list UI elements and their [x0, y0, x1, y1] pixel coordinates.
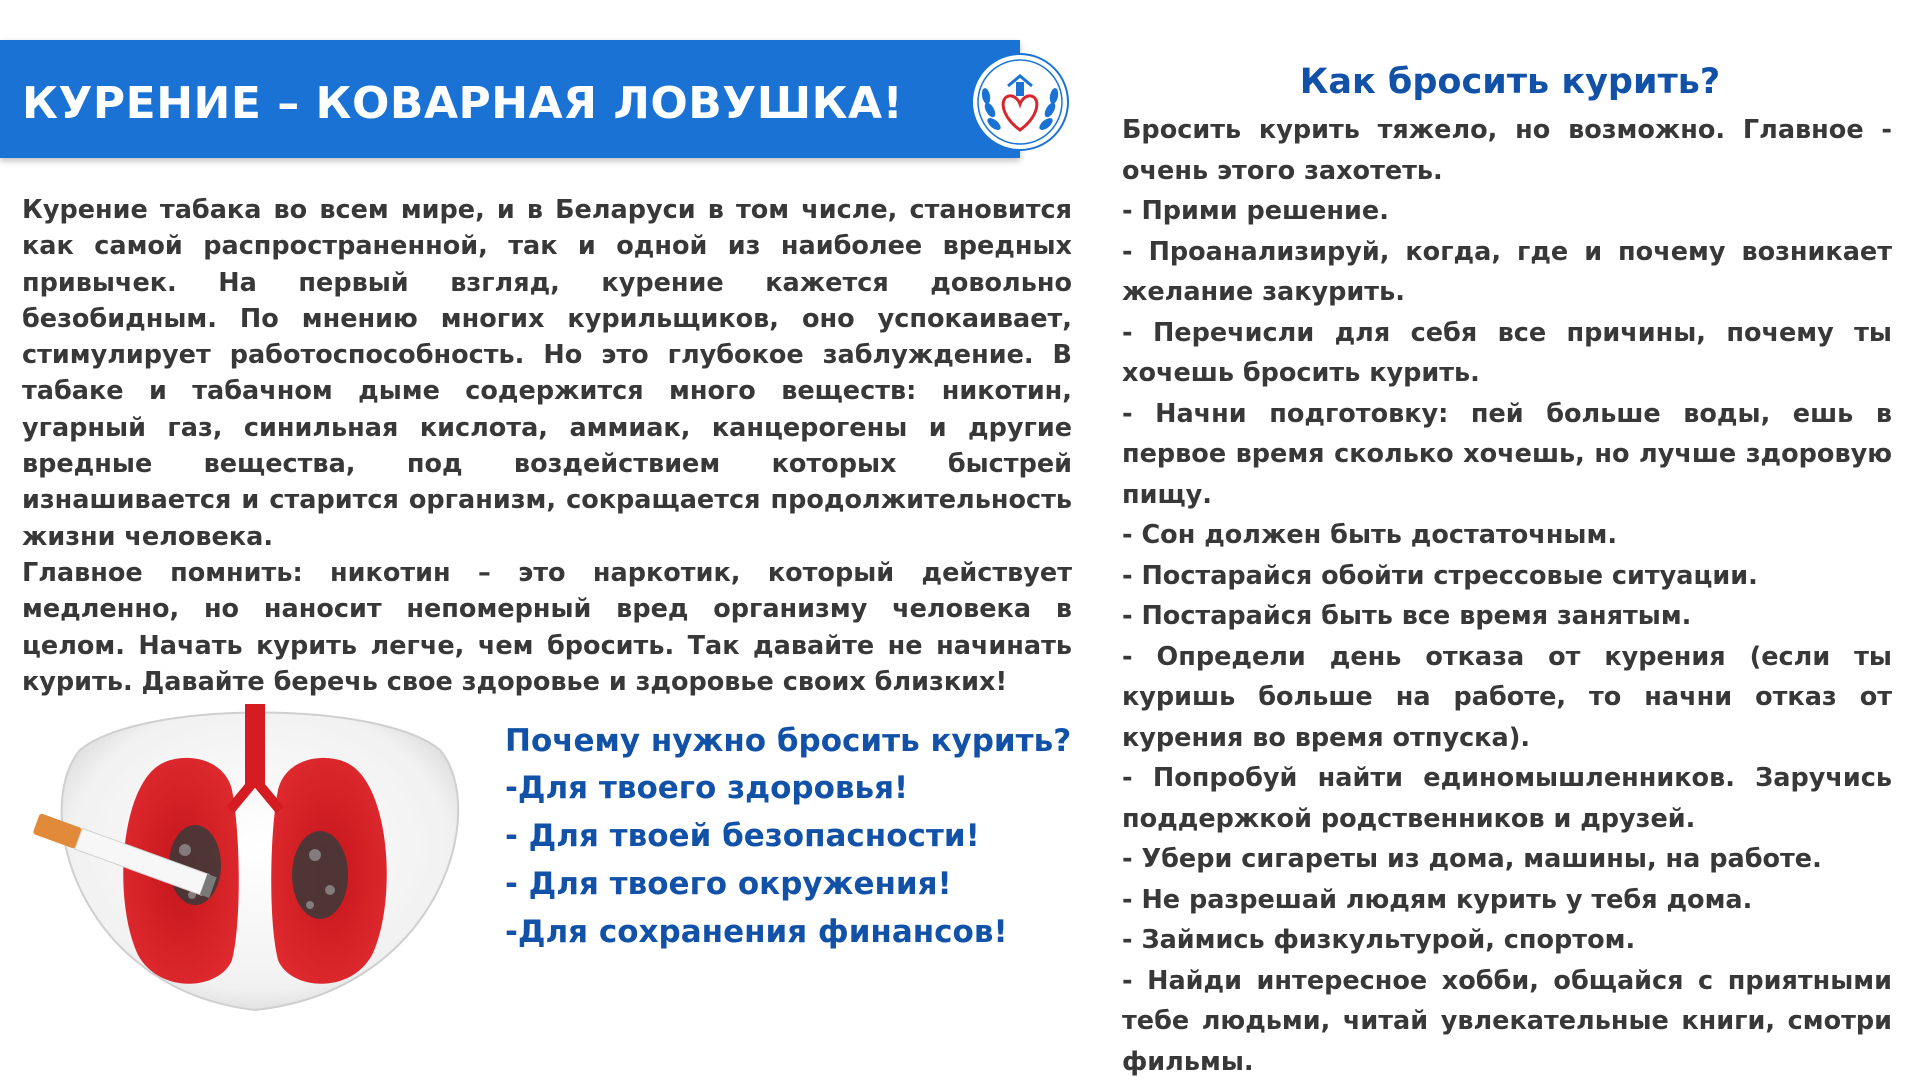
why-quit-item: -Для сохранения финансов!	[505, 908, 1065, 956]
how-to-quit-list	[1122, 110, 1892, 1082]
intro-text	[22, 192, 1072, 700]
how-to-quit-item: - Начни подготовку: пей больше воды, ешь в первое время сколько хочешь, но лучше здоровую пищу.	[1122, 394, 1892, 516]
title-banner	[0, 40, 1020, 158]
how-to-quit-title: Как бросить курить?	[1125, 62, 1895, 102]
how-to-quit-item: - Не разрешай людям курить у тебя дома.	[1122, 880, 1892, 921]
why-quit-item: - Для твоего окружения!	[505, 860, 1065, 908]
how-to-quit-item: - Убери сигареты из дома, машины, на работе.	[1122, 839, 1892, 880]
page-title: КУРЕНИЕ – КОВАРНАЯ ЛОВУШКА!	[22, 78, 903, 129]
how-to-quit-item: - Найди интересное хобби, общайся с приятными тебе людьми, читай увлекательные книги, смотри фильмы.	[1122, 961, 1892, 1082]
lungs-ashtray-icon	[20, 690, 490, 1020]
why-quit-item: -Для твоего здоровья!	[505, 764, 1065, 812]
how-to-quit-item: - Определи день отказа от курения (если ты куришь больше на работе, то начни отказ от курения во время отпуска).	[1122, 637, 1892, 759]
how-to-quit-item: - Постарайся быть все время занятым.	[1122, 596, 1892, 637]
how-to-quit-item: - Прими решение.	[1122, 191, 1892, 232]
intro-paragraph: Главное помнить: никотин – это наркотик, который действует медленно, но наносит непомерный вред организму человека в целом. Начать курить легче, чем бросить. Так давайте не начинать курить. Давайте беречь свое здоровье и здоровье своих близких!	[22, 555, 1072, 700]
how-to-quit-item: Бросить курить тяжело, но возможно. Главное - очень этого захотеть.	[1122, 110, 1892, 191]
how-to-quit-item: - Сон должен быть достаточным.	[1122, 515, 1892, 556]
why-quit-section	[505, 718, 1065, 956]
how-to-quit-item: - Перечисли для себя все причины, почему ты хочешь бросить курить.	[1122, 313, 1892, 394]
health-emblem-icon	[970, 52, 1070, 152]
how-to-quit-item: - Попробуй найти единомышленников. Заручись поддержкой родственников и друзей.	[1122, 758, 1892, 839]
how-to-quit-item: - Займись физкультурой, спортом.	[1122, 920, 1892, 961]
why-quit-title: Почему нужно бросить курить?	[505, 718, 1065, 764]
why-quit-item: - Для твоей безопасности!	[505, 812, 1065, 860]
how-to-quit-item: - Постарайся обойти стрессовые ситуации.	[1122, 556, 1892, 597]
how-to-quit-item: - Проанализируй, когда, где и почему возникает желание закурить.	[1122, 232, 1892, 313]
intro-paragraph: Курение табака во всем мире, и в Беларуси в том числе, становится как самой распространенной, так и одной из наиболее вредных привычек. На первый взгляд, курение кажется довольно безобидным. По мнению многих курильщиков, оно успокаивает, стимулирует работоспособность. Но это глубокое заблуждение. В табаке и табачном дыме содержится много веществ: никотин, угарный газ, синильная кислота, аммиак, канцерогены и другие вредные вещества, под воздействием которых быстрей изнашивается и старится организм, сокращается продолжительность жизни человека.	[22, 192, 1072, 555]
